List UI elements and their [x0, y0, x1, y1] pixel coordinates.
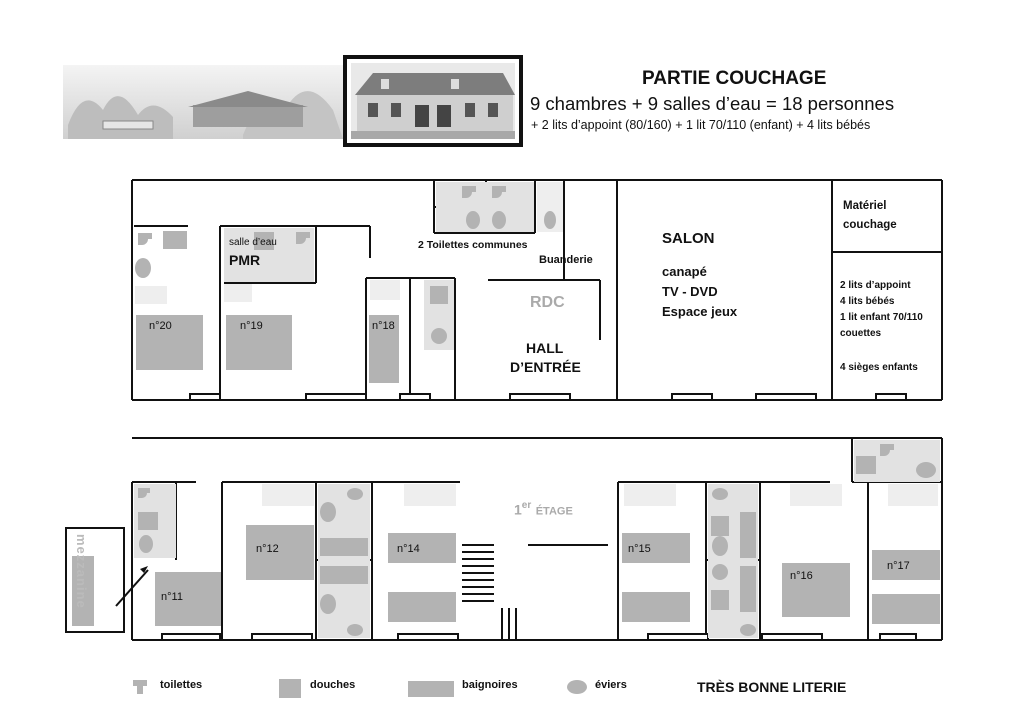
storage-item: couettes: [840, 328, 882, 339]
literie-note: TRÈS BONNE LITERIE: [697, 679, 847, 695]
shower-icon: [279, 679, 301, 698]
room-label-20: n°20: [149, 320, 172, 332]
level-number: 1: [514, 501, 522, 518]
room-label-16: n°16: [790, 570, 813, 582]
pmr-label-small: salle d’eau: [229, 237, 277, 248]
room-label-11: n°11: [161, 591, 183, 603]
ground-floor-fixtures: [135, 182, 563, 383]
materiel-label-2: couchage: [843, 219, 897, 231]
hall-label-2: D’ENTRÉE: [510, 359, 581, 375]
room-label-18: n°18: [372, 320, 395, 332]
storage-item: 2 lits d’appoint: [840, 280, 911, 291]
storage-item: 4 lits bébés: [840, 296, 895, 307]
salon-label: SALON: [662, 230, 715, 247]
hall-label-1: HALL: [526, 340, 564, 356]
legend-douches: douches: [310, 679, 356, 691]
salon-item: Espace jeux: [662, 304, 738, 319]
mezzanine-label: mezzanine: [74, 534, 89, 609]
toilet-icon: [133, 680, 147, 694]
room-label-14: n°14: [397, 543, 420, 555]
sieges-label: 4 sièges enfants: [840, 362, 918, 373]
page-subtitle: 9 chambres + 9 salles d’eau = 18 personnes: [530, 93, 895, 114]
first-floor-fixtures: [72, 440, 940, 638]
storage-item: 1 lit enfant 70/110: [840, 312, 923, 323]
legend-eviers: éviers: [595, 679, 627, 691]
pmr-label: PMR: [229, 252, 261, 268]
toilettes-communes-label: 2 Toilettes communes: [418, 239, 528, 251]
room-label-12: n°12: [256, 543, 279, 555]
legend-toilettes: toilettes: [160, 679, 203, 691]
page-title: PARTIE COUCHAGE: [642, 68, 827, 89]
materiel-label-1: Matériel: [843, 200, 887, 212]
level-sup: er: [521, 500, 532, 511]
level-label-1er: [514, 500, 573, 519]
buanderie-label: Buanderie: [539, 254, 593, 266]
legend-baignoires: baignoires: [462, 679, 518, 691]
sink-icon: [567, 680, 587, 694]
level-word: ÉTAGE: [535, 505, 573, 518]
room-label-15: n°15: [628, 543, 651, 555]
salon-item: TV - DVD: [662, 284, 718, 299]
salon-item: canapé: [662, 264, 707, 279]
room-label-17: n°17: [887, 560, 910, 572]
bathtub-icon: [408, 681, 454, 697]
room-label-19: n°19: [240, 320, 263, 332]
level-label-rdc: RDC: [530, 294, 565, 311]
page-details: + 2 lits d’appoint (80/160) + 1 lit 70/110 (enfant) + 4 lits bébés: [531, 118, 871, 132]
